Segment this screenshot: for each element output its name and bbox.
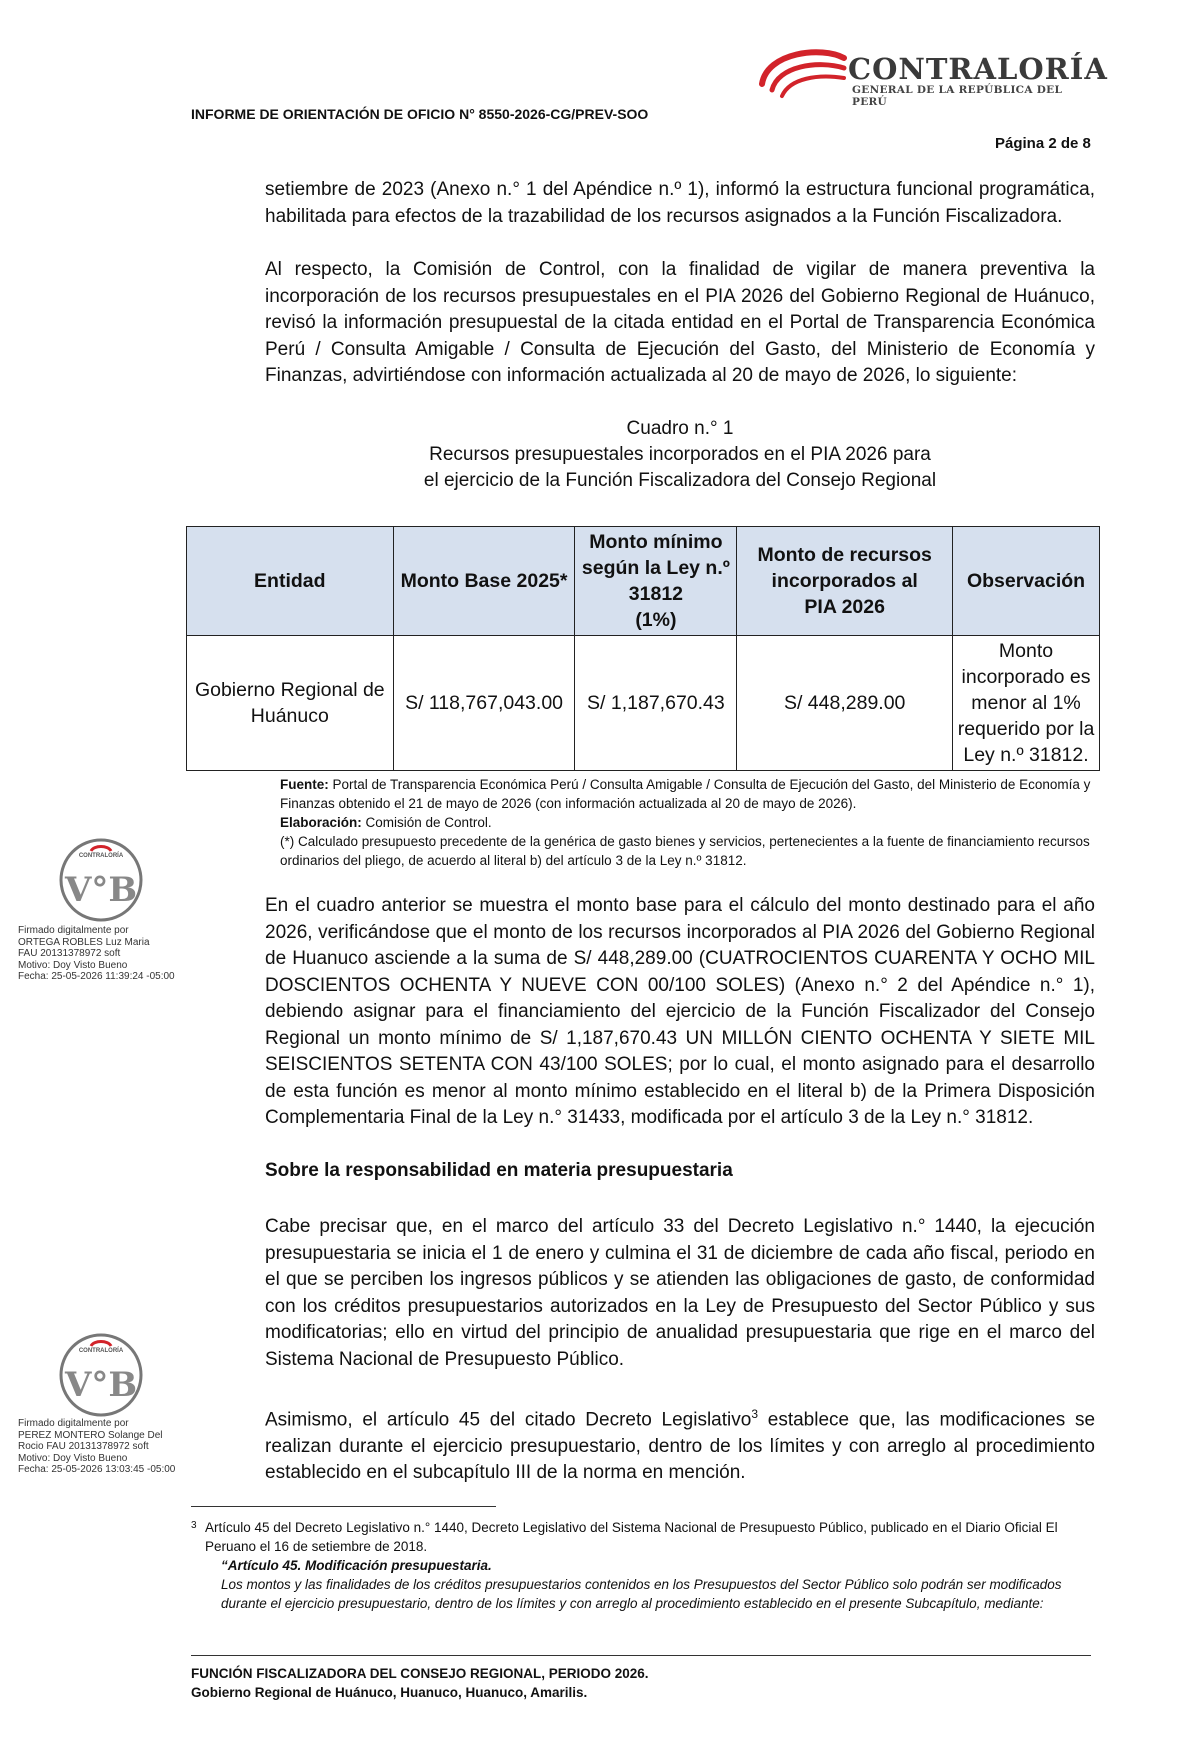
page-number: Página 2 de 8 [995, 135, 1091, 152]
vb-stamp [56, 835, 146, 925]
table-caption-title-1: Recursos presupuestales incorporados en el PIA 2026 para [429, 444, 931, 465]
report-title: INFORME DE ORIENTACIÓN DE OFICIO N° 8550-2026-CG/PREV-SOO [191, 106, 649, 122]
cell-entidad-line: Huánuco [250, 705, 329, 727]
table-caption-number: Cuadro n.° 1 [626, 418, 734, 439]
vb-seal-icon [56, 1330, 146, 1420]
header-monto-recursos [737, 527, 953, 636]
cell-monto-recursos: S/ 448,289.00 [737, 636, 953, 771]
header-monto-minimo-line: según la Ley n.º [581, 557, 730, 579]
logo-brand-text: CONTRALORÍA [848, 52, 1108, 86]
digital-signature-2 [18, 1418, 198, 1476]
footnote-ref[interactable]: 3 [751, 1407, 759, 1421]
footer-divider [191, 1655, 1091, 1656]
contraloria-logo [752, 44, 1108, 108]
header-entidad: Entidad [187, 527, 394, 636]
header-monto-recursos-line: PIA 2026 [804, 596, 885, 618]
footnote [191, 1518, 1095, 1613]
paragraph-2: Al respecto, la Comisión de Control, con la finalidad de vigilar de manera preventiva la incorporación de los recursos presupuestales en el PIA 2026 del Gobierno Regional de Huánuco, revisó la información presupuestal de la citada entidad en el Portal de Transparencia Económica Perú / Consulta Amigable / Consulta de Ejecución del Gasto, del Ministerio de Economía y Finanzas, advirtiéndose con información actualizada al 20 de mayo de 2026, lo siguiente: [265, 259, 1095, 386]
table-caption-title-2: el ejercicio de la Función Fiscalizadora del Consejo Regional [423, 470, 937, 491]
digital-signature-1 [18, 925, 198, 983]
paragraph-5-text-b: establece que, las modificaciones se realizan durante el ejercicio presupuestario, dentro de los límites y con arreglo al procedimiento establecido en el subcapítulo III de la norma en mención. [265, 1409, 1096, 1484]
cell-monto-base: S/ 118,767,043.00 [393, 636, 575, 771]
cell-observacion-line: Ley n.º 31812. [963, 744, 1089, 766]
contraloria-emblem-icon [752, 44, 848, 104]
budget-table [186, 526, 1100, 771]
note-fuente-text: Portal de Transparencia Económica Perú / Consulta Amigable / Consulta de Ejecución del Gasto, del Ministerio de Economía y Finanzas obtenido el 21 de mayo de 2026 (con información actualizada al 20 de mayo de 2026). [280, 777, 1091, 811]
signature-line: FAU 20131378972 soft [18, 948, 121, 959]
signature-line: Rocio FAU 20131378972 soft [18, 1441, 149, 1452]
footnote-number: 3 [191, 1520, 197, 1531]
cell-observacion [953, 636, 1100, 771]
footer-line-2: Gobierno Regional de Huánuco, Huanuco, Huanuco, Amarilis. [191, 1685, 588, 1700]
cell-observacion-line: incorporado es [961, 666, 1091, 688]
signature-line: Firmado digitalmente por [18, 1418, 129, 1429]
stamp-text: CONTRALORÍA [78, 1348, 124, 1354]
stamp-text: CONTRALORÍA [78, 853, 124, 859]
signature-line: Motivo: Doy Visto Bueno [18, 959, 128, 971]
header-monto-minimo [575, 527, 737, 636]
table-caption [265, 416, 1095, 494]
header-observacion: Observación [953, 527, 1100, 636]
header-monto-recursos-line: incorporados al [771, 570, 918, 592]
note-elaboracion-text: Comisión de Control. [361, 815, 492, 830]
table-notes [280, 775, 1095, 870]
vb-stamp [56, 1330, 146, 1420]
svg-text:V°B: V°B [64, 1365, 138, 1405]
paragraph-5-text-a: Asimismo, el artículo 45 del citado Decreto Legislativo [265, 1409, 752, 1431]
signature-line: PEREZ MONTERO Solange Del [18, 1429, 163, 1441]
table-header-row [187, 527, 1100, 636]
cell-observacion-line: menor al 1% [971, 692, 1081, 714]
footer-line-1: FUNCIÓN FISCALIZADORA DEL CONSEJO REGIONAL, PERIODO 2026. [191, 1666, 649, 1681]
page-footer [191, 1664, 649, 1702]
paragraph-4: Cabe precisar que, en el marco del artículo 33 del Decreto Legislativo n.° 1440, la ejecución presupuestaria se inicia el 1 de enero y culmina el 31 de diciembre de cada año fiscal, periodo en el que se perciben los ingresos públicos y se atienden las obligaciones de gasto, de conformidad con los créditos presupuestarios autorizados en la Ley de Presupuesto del Sector Público y sus modificatorias; ello en virtud del principio de anualidad presupuestaria que rige en el marco del Sistema Nacional de Presupuesto Público. [265, 1216, 1095, 1370]
signature-line: ORTEGA ROBLES Luz Maria [18, 936, 150, 948]
footnote-text: Artículo 45 del Decreto Legislativo n.° 1440, Decreto Legislativo del Sistema Nacional de Presupuesto Público, publicado en el Diario Oficial El Peruano el 16 de setiembre de 2018. [205, 1520, 1058, 1554]
signature-line: Fecha: 25-05-2026 11:39:24 -05:00 [18, 971, 175, 982]
header-monto-recursos-line: Monto de recursos [757, 544, 932, 566]
cell-entidad [187, 636, 394, 771]
note-elaboracion-label: Elaboración: [280, 815, 362, 830]
footnote-divider [191, 1506, 496, 1507]
paragraph-5 [265, 1401, 1095, 1487]
section-subheading: Sobre la responsabilidad en materia presupuestaria [265, 1160, 733, 1181]
note-asterisk: (*) Calculado presupuesto precedente de la genérica de gasto bienes y servicios, pertenecientes a la fuente de financiamiento recursos ordinarios del pliego, de acuerdo al literal b) del artículo 3 de la Ley n.º 31812. [280, 834, 1090, 868]
cell-observacion-line: Monto [998, 640, 1054, 662]
header-monto-minimo-line: Monto mínimo [589, 531, 723, 553]
footnote-body [191, 1518, 1095, 1556]
paragraph-1: setiembre de 2023 (Anexo n.° 1 del Apéndice n.º 1), informó la estructura funcional programática, habilitada para efectos de la trazabilidad de los recursos asignados a la Función Fiscalizadora. [265, 179, 1095, 227]
note-fuente [280, 775, 1095, 813]
svg-text:V°B: V°B [64, 870, 138, 910]
paragraph-3: En el cuadro anterior se muestra el monto base para el cálculo del monto destinado para el año 2026, verificándose que el monto de los recursos incorporados al PIA 2026 del Gobierno Regional de Huanuco asciende a la suma de S/ 448,289.00 (CUATROCIENTOS CUARENTA Y OCHO MIL DOSCIENTOS OCHENTA Y NUEVE CON 00/100 SOLES) (Anexo n.° 2 del Apéndice n.° 1), debiendo asignar para el financiamiento del ejercicio de la Función Fiscalizador del Consejo Regional un monto mínimo de S/ 1,187,670.43 UN MILLÓN CIENTO OCHENTA Y SIETE MIL SEISCIENTOS SETENTA CON 43/100 SOLES; por lo cual, el monto asignado para el desarrollo de esta función es menor al monto mínimo establecido en el literal b) de la Primera Disposición Complementaria Final de la Ley n.° 31433, modificada por el artículo 3 de la Ley n.° 31812. [265, 895, 1095, 1128]
header-monto-base: Monto Base 2025* [393, 527, 575, 636]
table-row [187, 636, 1100, 771]
logo-subtitle: GENERAL DE LA REPÚBLICA DEL PERÚ [852, 84, 1063, 108]
header-monto-minimo-line: 31812 [628, 583, 684, 605]
note-fuente-label: Fuente: [280, 777, 329, 792]
note-elaboracion [280, 813, 1095, 832]
footnote-quote-text: Los montos y las finalidades de los créditos presupuestarios contenidos en los Presupuestos del Sector Público solo podrán ser modificados durante el ejercicio presupuestario, dentro de los límites y con arreglo al procedimiento establecido en el presente Subcapítulo, mediante: [221, 1577, 1062, 1611]
cell-entidad-line: Gobierno Regional de [194, 679, 385, 701]
signature-line: Motivo: Doy Visto Bueno [18, 1452, 128, 1464]
header-monto-minimo-line: (1%) [635, 609, 677, 631]
cell-observacion-line: requerido por la [957, 718, 1095, 740]
signature-line: Firmado digitalmente por [18, 925, 129, 936]
vb-seal-icon [56, 835, 146, 925]
signature-line: Fecha: 25-05-2026 13:03:45 -05:00 [18, 1464, 176, 1475]
cell-monto-minimo: S/ 1,187,670.43 [575, 636, 737, 771]
footnote-quote-title: “Artículo 45. Modificación presupuestaria. [221, 1558, 492, 1573]
